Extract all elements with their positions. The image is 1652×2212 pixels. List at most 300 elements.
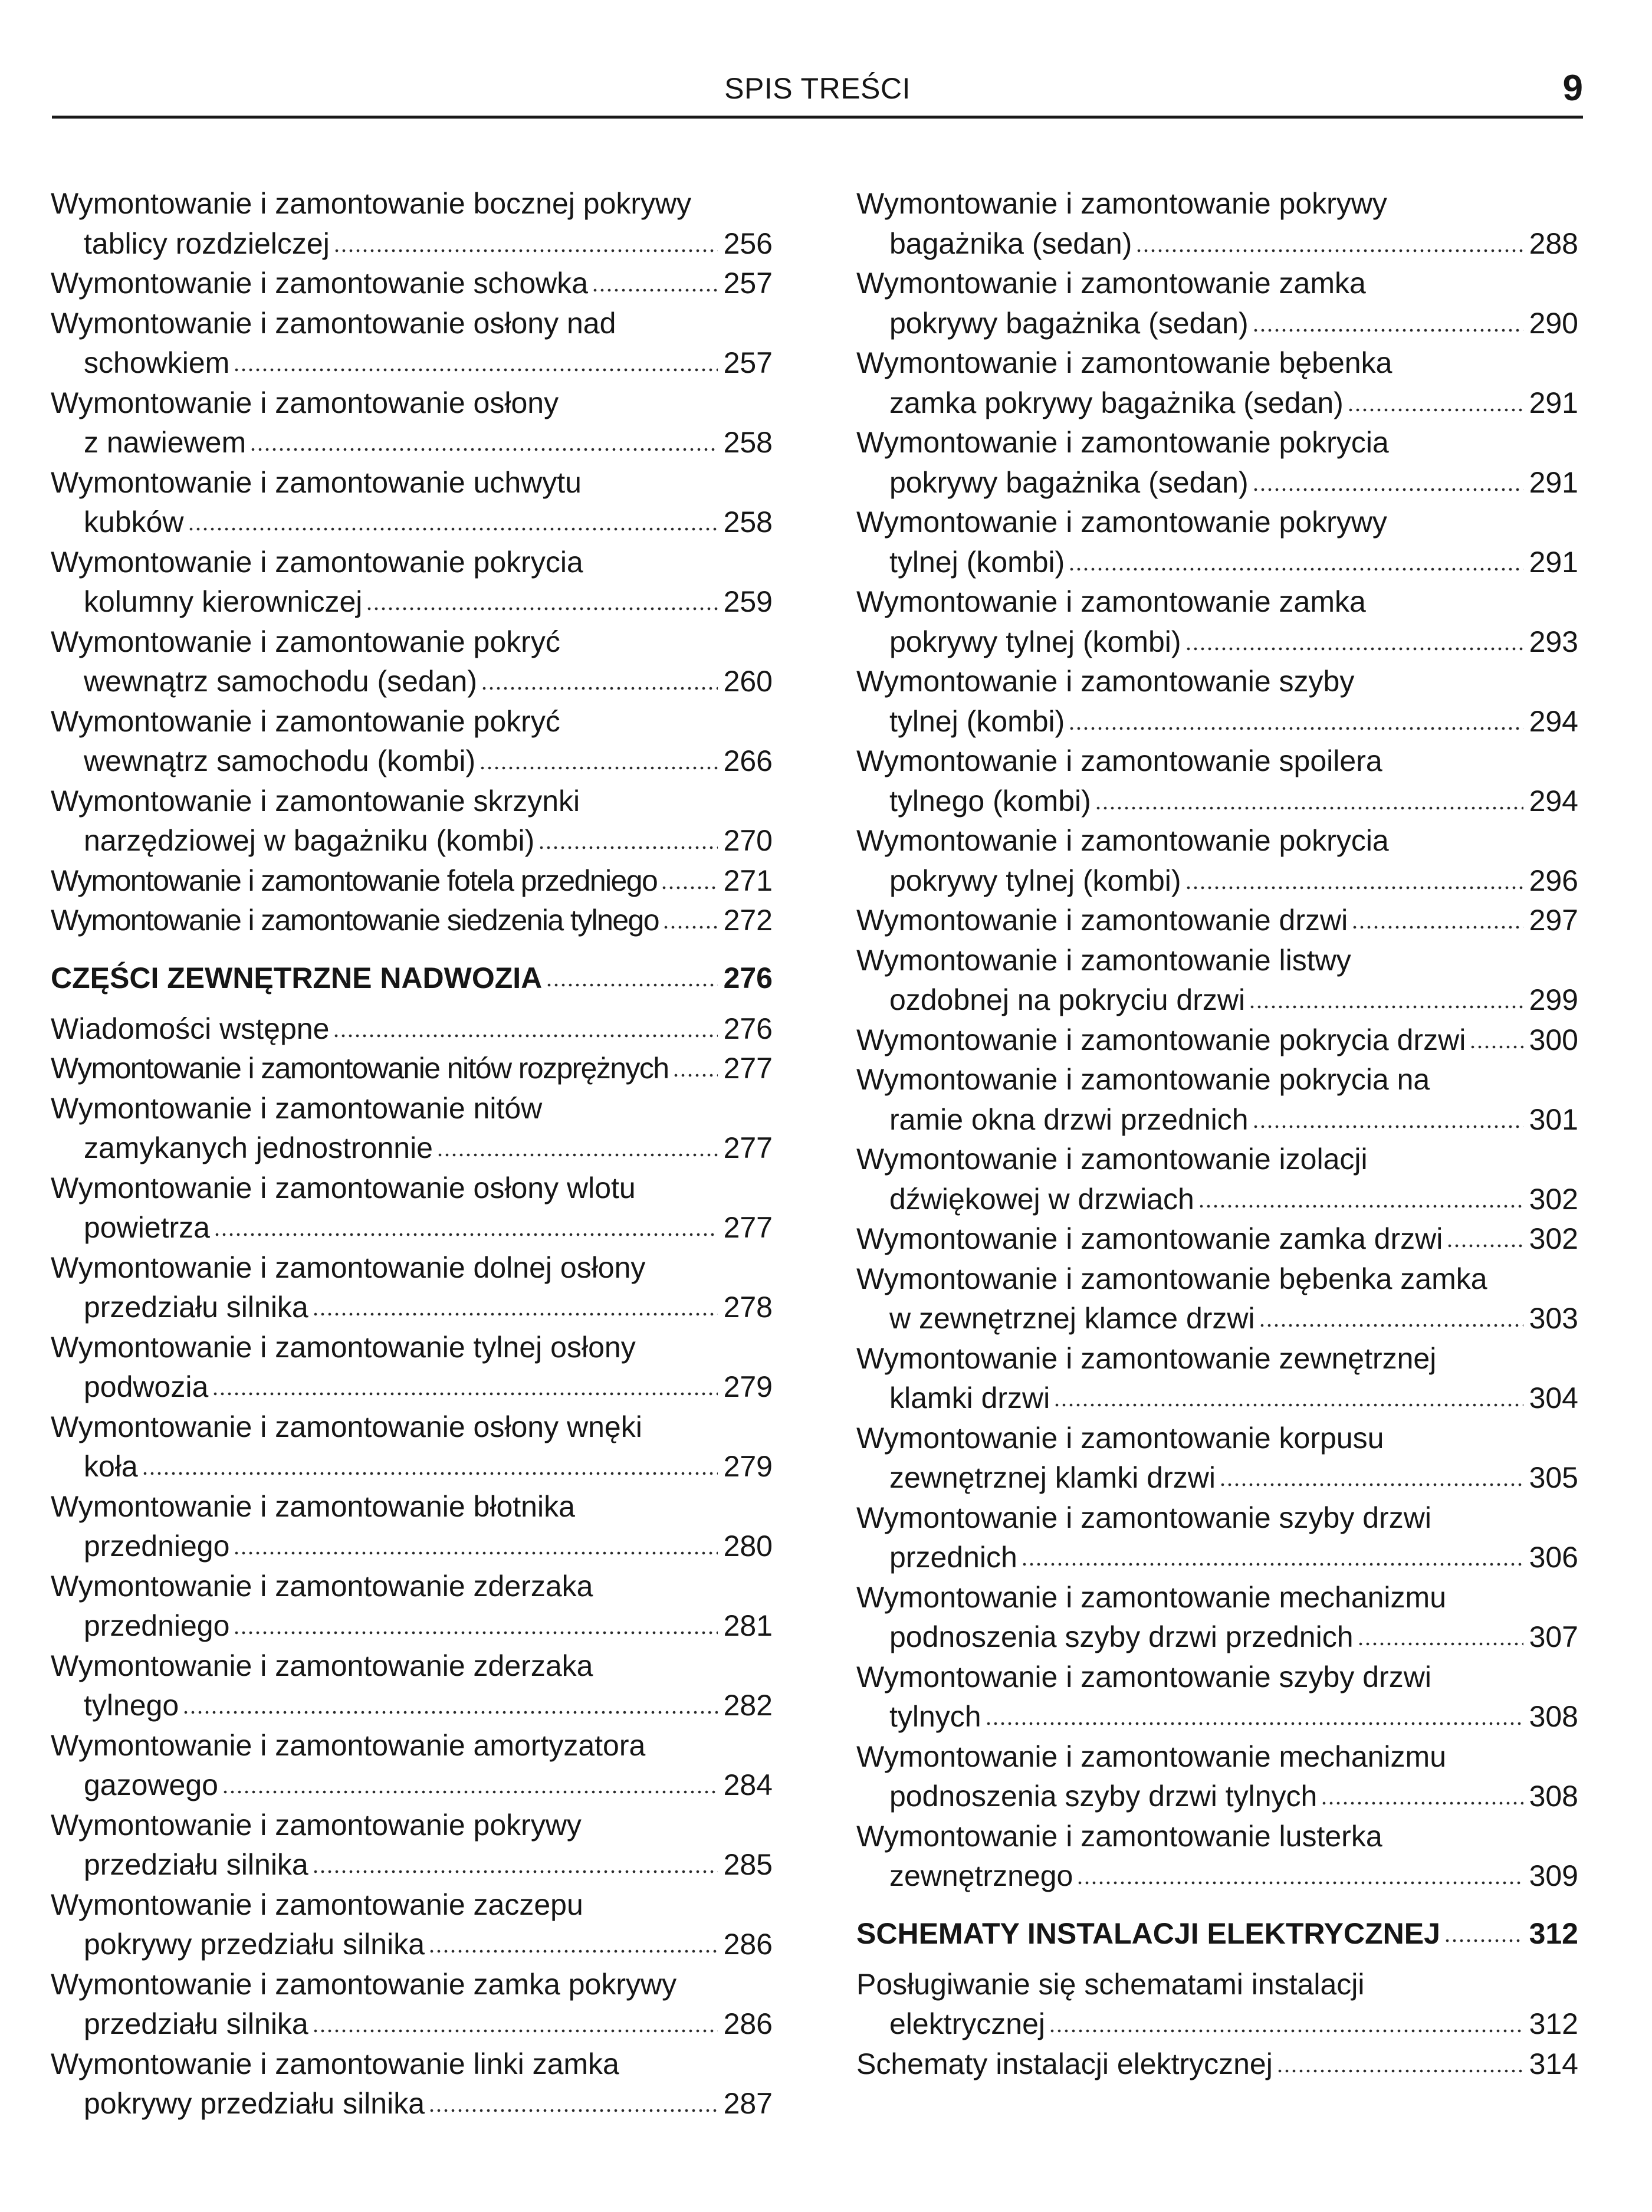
toc-entry xyxy=(51,861,773,901)
dot-leader xyxy=(1095,805,1523,811)
toc-entry xyxy=(856,901,1578,941)
toc-page-number: 286 xyxy=(723,1928,773,1961)
toc-entry-text: Wymontowanie i zamontowanie zderzaka xyxy=(51,1569,593,1603)
dot-leader xyxy=(1252,327,1523,333)
toc-entry-line xyxy=(856,980,1578,1020)
toc-entry-text: CZĘŚCI ZEWNĘTRZNE NADWOZIA xyxy=(51,961,543,995)
toc-entry-text: Wymontowanie i zamontowanie zewnętrznej xyxy=(856,1341,1437,1375)
toc-page-number: 294 xyxy=(1529,784,1578,818)
toc-entry xyxy=(51,1248,773,1328)
toc-entry-text: zewnętrznego xyxy=(889,1859,1073,1892)
toc-entry xyxy=(51,543,773,622)
toc-entry xyxy=(856,264,1578,343)
toc-entry xyxy=(856,1658,1578,1737)
toc-page-number: 286 xyxy=(723,2007,773,2040)
toc-entry-text: bagażnika (sedan) xyxy=(889,227,1132,260)
toc-page-number: 258 xyxy=(723,506,773,539)
dot-leader xyxy=(333,248,718,254)
dot-leader xyxy=(1135,248,1523,254)
toc-entry xyxy=(51,2044,773,2124)
toc-page-number: 260 xyxy=(723,665,773,698)
dot-leader xyxy=(1469,1044,1523,1050)
toc-entry-line xyxy=(51,304,773,344)
toc-entry-line xyxy=(856,1498,1578,1538)
toc-entry xyxy=(856,1817,1578,1896)
toc-entry-line xyxy=(51,1447,773,1487)
toc-page-number: 278 xyxy=(723,1291,773,1324)
dot-leader xyxy=(142,1471,718,1476)
toc-entry-text: Wymontowanie i zamontowanie zamka xyxy=(856,585,1366,618)
toc-entry-line xyxy=(51,503,773,543)
toc-left-column xyxy=(51,184,773,2124)
toc-entry-line xyxy=(51,1567,773,1607)
dot-leader xyxy=(436,1152,718,1158)
dot-leader xyxy=(481,685,718,691)
dot-leader xyxy=(1446,1243,1523,1249)
toc-entry-line xyxy=(51,1885,773,1925)
toc-entry-line xyxy=(856,1777,1578,1817)
toc-entry-text: wewnątrz samochodu (sedan) xyxy=(84,665,477,698)
toc-entry-text: w zewnętrznej klamce drzwi xyxy=(889,1302,1255,1335)
toc-entry-line xyxy=(856,343,1578,383)
toc-entry-text: SCHEMATY INSTALACJI ELEKTRYCZNEJ xyxy=(856,1916,1440,1950)
dot-leader xyxy=(188,526,718,532)
toc-entry xyxy=(51,1726,773,1806)
dot-leader xyxy=(1068,566,1523,572)
dot-leader xyxy=(1185,885,1523,891)
toc-page-number: 305 xyxy=(1529,1461,1578,1494)
toc-page-number: 309 xyxy=(1529,1859,1578,1892)
dot-leader xyxy=(1252,1124,1523,1130)
toc-entry-line xyxy=(856,1140,1578,1180)
toc-page-number: 266 xyxy=(723,744,773,777)
toc-entry-text: Wymontowanie i zamontowanie fotela przedniego xyxy=(51,864,658,897)
toc-entry-text: Wymontowanie i zamontowanie pokryć xyxy=(51,625,560,658)
toc-entry-line xyxy=(51,1128,773,1169)
toc-entry-text: dźwiękowej w drzwiach xyxy=(889,1182,1194,1216)
toc-entry-text: z nawiewem xyxy=(84,426,247,459)
toc-entry-line xyxy=(856,1965,1578,2005)
toc-page-number: 276 xyxy=(723,1012,773,1045)
toc-entry-text: Wymontowanie i zamontowanie skrzynki xyxy=(51,784,580,818)
toc-entry-text: Wymontowanie i zamontowanie pokrywy xyxy=(51,1808,582,1842)
toc-page-number: 299 xyxy=(1529,983,1578,1016)
toc-entry-text: Wymontowanie i zamontowanie nitów rozprężnych xyxy=(51,1052,669,1085)
toc-entry-text: Wymontowanie i zamontowanie drzwi xyxy=(856,904,1348,937)
toc-entry-line xyxy=(51,1367,773,1407)
toc-entry-text: przedziału silnika xyxy=(84,2007,308,2040)
dot-leader xyxy=(1259,1322,1523,1328)
toc-entry xyxy=(51,1049,773,1089)
toc-entry-line xyxy=(856,1538,1578,1578)
toc-entry-line xyxy=(856,1379,1578,1419)
toc-entry-text: ozdobnej na pokryciu drzwi xyxy=(889,983,1246,1016)
toc-entry xyxy=(856,1339,1578,1419)
toc-entry xyxy=(51,622,773,702)
toc-entry-text: Wymontowanie i zamontowanie szyby drzwi xyxy=(856,1501,1431,1534)
toc-entry-line xyxy=(51,1527,773,1567)
toc-entry-line xyxy=(51,901,773,941)
toc-entry-line xyxy=(51,1089,773,1129)
toc-entry-text: pokrywy przedziału silnika xyxy=(84,1928,425,1961)
toc-entry-text: zewnętrznej klamki drzwi xyxy=(889,1461,1216,1494)
toc-entry-text: Wymontowanie i zamontowanie osłony wnęki xyxy=(51,1410,642,1443)
toc-entry-text: tylnych xyxy=(889,1700,981,1733)
toc-entry-text: Wymontowanie i zamontowanie listwy xyxy=(856,943,1351,977)
dot-leader xyxy=(1021,1561,1523,1567)
toc-entry xyxy=(856,503,1578,582)
dot-leader xyxy=(661,885,717,891)
toc-entry-text: Wymontowanie i zamontowanie bębenka xyxy=(856,346,1392,379)
toc-entry-text: Wymontowanie i zamontowanie pokrycia xyxy=(856,426,1389,459)
dot-leader xyxy=(233,367,717,373)
toc-page-number: 306 xyxy=(1529,1541,1578,1574)
toc-entry-text: Wymontowanie i zamontowanie siedzenia tylnego xyxy=(51,904,659,937)
toc-page-number: 284 xyxy=(723,1768,773,1801)
toc-entry xyxy=(856,2044,1578,2085)
toc-entry-line xyxy=(51,1925,773,1965)
toc-entry-text: Wymontowanie i zamontowanie uchwytu xyxy=(51,465,582,499)
toc-entry xyxy=(856,1020,1578,1061)
toc-entry-line xyxy=(51,702,773,742)
toc-entry-text: tylnej (kombi) xyxy=(889,704,1065,738)
toc-entry xyxy=(856,821,1578,901)
toc-entry-line xyxy=(51,463,773,503)
dot-leader xyxy=(662,924,718,930)
toc-entry-line xyxy=(856,1458,1578,1498)
dot-leader xyxy=(312,1869,718,1875)
toc-entry-text: Wymontowanie i zamontowanie tylnej osłony xyxy=(51,1330,636,1364)
toc-entry-text: Wymontowanie i zamontowanie zaczepu xyxy=(51,1888,583,1921)
toc-entry-text: gazowego xyxy=(84,1768,218,1801)
toc-page-number: 291 xyxy=(1529,386,1578,419)
toc-page-number: 279 xyxy=(723,1370,773,1403)
header-page-number: 9 xyxy=(1562,68,1583,109)
toc-entry-text: przedniego xyxy=(84,1530,230,1563)
toc-entry-text: podwozia xyxy=(84,1370,209,1403)
toc-entry-line xyxy=(51,343,773,383)
toc-entry-text: Wymontowanie i zamontowanie pokrywy xyxy=(856,506,1387,539)
toc-entry-line xyxy=(51,861,773,901)
toc-entry xyxy=(856,662,1578,741)
toc-page-number: 271 xyxy=(723,864,773,897)
toc-entry-line xyxy=(856,1339,1578,1379)
toc-entry xyxy=(856,1498,1578,1578)
toc-entry-text: narzędziowej w bagażniku (kombi) xyxy=(84,824,535,857)
toc-entry-line xyxy=(856,941,1578,981)
toc-entry-text: Wymontowanie i zamontowanie schowka xyxy=(51,267,589,300)
toc-entry xyxy=(51,1965,773,2044)
toc-entry-line xyxy=(51,383,773,424)
toc-entry-line xyxy=(856,1180,1578,1220)
dot-leader xyxy=(1276,2068,1523,2074)
toc-page-number: 302 xyxy=(1529,1182,1578,1216)
toc-page-number: 280 xyxy=(723,1530,773,1563)
toc-entry-line xyxy=(856,264,1578,304)
toc-entry xyxy=(51,463,773,543)
toc-page-number: 257 xyxy=(723,346,773,379)
dot-leader xyxy=(1357,1641,1523,1647)
toc-page-number: 290 xyxy=(1529,306,1578,340)
toc-entry xyxy=(51,1885,773,1965)
toc-entry-text: Wymontowanie i zamontowanie zamka pokrywy xyxy=(51,1967,677,2001)
toc-entry-text: Wymontowanie i zamontowanie osłony wlotu xyxy=(51,1171,636,1205)
toc-entry-line xyxy=(856,1658,1578,1698)
header-rule xyxy=(52,116,1583,119)
toc-entry-text: tablicy rozdzielczej xyxy=(84,227,330,260)
dot-leader xyxy=(985,1721,1523,1727)
toc-entry-text: Wymontowanie i zamontowanie spoilera xyxy=(856,744,1382,777)
dot-leader xyxy=(428,2108,718,2113)
dot-leader xyxy=(1068,726,1523,731)
toc-entry-text: Wymontowanie i zamontowanie zamka drzwi xyxy=(856,1222,1443,1255)
toc-entry xyxy=(856,184,1578,264)
toc-entry xyxy=(856,582,1578,662)
toc-page-number: 314 xyxy=(1529,2047,1578,2080)
toc-entry-text: Wymontowanie i zamontowanie linki zamka xyxy=(51,2047,619,2080)
toc-page-number: 293 xyxy=(1529,625,1578,658)
toc-entry-text: Wymontowanie i zamontowanie zamka xyxy=(856,267,1366,300)
toc-entry-line xyxy=(51,1328,773,1368)
toc-entry-line xyxy=(856,1856,1578,1896)
toc-entry-text: tylnego (kombi) xyxy=(889,784,1091,818)
toc-entry-text: Wymontowanie i zamontowanie nitów xyxy=(51,1091,543,1125)
toc-page-number: 308 xyxy=(1529,1780,1578,1813)
toc-entry xyxy=(856,941,1578,1020)
toc-entry-text: Wymontowanie i zamontowanie mechanizmu xyxy=(856,1580,1446,1614)
toc-page-number: 272 xyxy=(723,904,773,937)
toc-page-number: 297 xyxy=(1529,904,1578,937)
toc-entry-text: pokrywy tylnej (kombi) xyxy=(889,864,1181,897)
toc-entry-line xyxy=(51,423,773,463)
toc-entry xyxy=(856,1259,1578,1339)
dot-leader xyxy=(249,447,717,452)
toc-entry-line xyxy=(51,2004,773,2044)
toc-entry-line xyxy=(51,1606,773,1646)
toc-entry-text: Wymontowanie i zamontowanie osłony xyxy=(51,386,559,419)
toc-entry xyxy=(51,1567,773,1646)
dot-leader xyxy=(233,1550,717,1556)
toc-entry-text: Wymontowanie i zamontowanie szyby xyxy=(856,665,1355,698)
toc-page-number: 312 xyxy=(1529,1916,1578,1950)
dot-leader xyxy=(1198,1203,1523,1209)
toc-entry-line xyxy=(51,1765,773,1806)
toc-entry-line xyxy=(51,1806,773,1846)
toc-entry-line xyxy=(51,1845,773,1885)
toc-entry-line xyxy=(51,1726,773,1766)
toc-entry-line xyxy=(856,1020,1578,1061)
toc-entry-line xyxy=(856,1100,1578,1140)
toc-entry xyxy=(51,184,773,264)
dot-leader xyxy=(182,1709,717,1715)
toc-entry-line xyxy=(856,1617,1578,1658)
toc-entry-text: przedniego xyxy=(84,1609,230,1642)
toc-entry-line xyxy=(51,821,773,861)
toc-page-number: 287 xyxy=(723,2087,773,2120)
toc-entry xyxy=(51,1089,773,1169)
page-header xyxy=(52,70,1583,120)
toc-entry-text: pokrywy tylnej (kombi) xyxy=(889,625,1181,658)
toc-entry-line xyxy=(51,2084,773,2124)
toc-entry-line xyxy=(856,1737,1578,1777)
toc-entry-line xyxy=(856,1259,1578,1299)
toc-entry-text: Wymontowanie i zamontowanie bębenka zamka xyxy=(856,1262,1487,1295)
toc-entry-line xyxy=(856,304,1578,344)
toc-entry xyxy=(856,1219,1578,1259)
toc-entry-line xyxy=(51,1208,773,1248)
dot-leader xyxy=(1076,1880,1523,1886)
dot-leader xyxy=(672,1072,718,1078)
toc-entry-line xyxy=(856,821,1578,861)
toc-entry-line xyxy=(856,901,1578,941)
toc-entry-text: Wymontowanie i zamontowanie mechanizmu xyxy=(856,1740,1446,1773)
toc-entry xyxy=(856,1140,1578,1219)
dot-leader xyxy=(366,606,717,612)
toc-page-number: 256 xyxy=(723,227,773,260)
dot-leader xyxy=(479,765,717,771)
toc-page-number: 279 xyxy=(723,1450,773,1483)
toc-entry-text: Posługiwanie się schematami instalacji xyxy=(856,1967,1365,2001)
toc-entry-line xyxy=(51,1686,773,1726)
toc-entry-line xyxy=(856,782,1578,822)
toc-entry-line xyxy=(51,1049,773,1089)
toc-entry-line xyxy=(51,543,773,583)
toc-entry-text: Wymontowanie i zamontowanie pokrycia na xyxy=(856,1063,1430,1096)
toc-entry xyxy=(51,1328,773,1407)
toc-entry-line xyxy=(51,782,773,822)
toc-entry-text: Wymontowanie i zamontowanie szyby drzwi xyxy=(856,1660,1431,1694)
toc-page-number: 276 xyxy=(723,961,773,995)
toc-entry-text: Wymontowanie i zamontowanie pokryć xyxy=(51,704,560,738)
toc-entry-line xyxy=(51,582,773,622)
toc-entry-line xyxy=(51,957,773,999)
toc-entry-text: schowkiem xyxy=(84,346,230,379)
toc-entry-text: Wymontowanie i zamontowanie lusterka xyxy=(856,1819,1382,1853)
toc-page-number: 296 xyxy=(1529,864,1578,897)
toc-entry-text: wewnątrz samochodu (kombi) xyxy=(84,744,476,777)
dot-leader xyxy=(1252,487,1523,493)
toc-page-number: 291 xyxy=(1529,545,1578,579)
toc-entry xyxy=(51,782,773,861)
toc-entry-line xyxy=(51,1965,773,2005)
toc-page-number: 307 xyxy=(1529,1620,1578,1653)
toc-page-number: 301 xyxy=(1529,1102,1578,1136)
toc-entry xyxy=(51,1169,773,1248)
toc-entry-line xyxy=(856,1299,1578,1339)
dot-leader xyxy=(428,1948,718,1954)
dot-leader xyxy=(1351,924,1523,930)
toc-page-number: 302 xyxy=(1529,1222,1578,1255)
toc-entry-text: pokrywy bagażnika (sedan) xyxy=(889,465,1249,499)
toc-entry xyxy=(856,1060,1578,1140)
toc-entry xyxy=(51,1487,773,1567)
toc-entry-line xyxy=(51,1407,773,1448)
dot-leader xyxy=(312,2028,718,2034)
dot-leader xyxy=(212,1391,717,1397)
dot-leader xyxy=(1249,1004,1523,1010)
toc-entry-line xyxy=(856,543,1578,583)
dot-leader xyxy=(538,845,717,851)
toc-entry-text: Wymontowanie i zamontowanie pokrycia xyxy=(856,824,1389,857)
toc-entry-line xyxy=(51,1248,773,1288)
toc-entry xyxy=(51,702,773,782)
toc-entry-text: przedziału silnika xyxy=(84,1291,308,1324)
toc-entry-text: Wymontowanie i zamontowanie bocznej pokrywy xyxy=(51,187,692,220)
dot-leader xyxy=(1444,1938,1523,1944)
toc-entry-line xyxy=(856,582,1578,622)
toc-entry xyxy=(856,423,1578,503)
toc-entry-text: Wymontowanie i zamontowanie pokrywy xyxy=(856,187,1387,220)
toc-entry-text: Wymontowanie i zamontowanie izolacji xyxy=(856,1143,1368,1176)
toc-entry-text: Wymontowanie i zamontowanie osłony nad xyxy=(51,306,616,340)
toc-entry-line xyxy=(856,2004,1578,2044)
toc-entry-text: przedziału silnika xyxy=(84,1848,308,1881)
toc-right-column xyxy=(856,184,1578,2084)
toc-page-number: 303 xyxy=(1529,1302,1578,1335)
toc-page-number: 257 xyxy=(723,267,773,300)
toc-entry-line xyxy=(51,2044,773,2085)
dot-leader xyxy=(312,1311,718,1317)
toc-page-number: 294 xyxy=(1529,704,1578,738)
toc-entry-line xyxy=(856,702,1578,742)
toc-section-heading xyxy=(856,1913,1578,1954)
toc-entry-line xyxy=(856,2044,1578,2085)
dot-leader xyxy=(233,1630,717,1636)
toc-entry-line xyxy=(51,264,773,304)
toc-entry xyxy=(856,1737,1578,1817)
dot-leader xyxy=(592,287,717,293)
toc-entry-line xyxy=(51,662,773,702)
toc-entry-text: Wymontowanie i zamontowanie amortyzatora xyxy=(51,1728,646,1762)
toc-entry-line xyxy=(51,1646,773,1686)
toc-page-number: 285 xyxy=(723,1848,773,1881)
toc-entry-text: kubków xyxy=(84,506,184,539)
toc-entry-line xyxy=(856,622,1578,662)
toc-page-number: 304 xyxy=(1529,1381,1578,1415)
toc-entry-line xyxy=(51,1288,773,1328)
toc-entry-text: pokrywy przedziału silnika xyxy=(84,2087,425,2120)
toc-entry-line xyxy=(856,1060,1578,1100)
toc-entry-line xyxy=(51,1169,773,1209)
dot-leader xyxy=(1049,2028,1523,2034)
toc-entry xyxy=(856,1578,1578,1658)
toc-entry-line xyxy=(856,662,1578,702)
toc-page-number: 281 xyxy=(723,1609,773,1642)
toc-entry-line xyxy=(856,861,1578,901)
dot-leader xyxy=(1321,1800,1523,1806)
toc-entry-text: tylnej (kombi) xyxy=(889,545,1065,579)
toc-entry-line xyxy=(51,741,773,782)
toc-entry-line xyxy=(856,1419,1578,1459)
dot-leader xyxy=(333,1033,717,1039)
toc-entry xyxy=(51,1646,773,1726)
dot-leader xyxy=(546,982,717,988)
toc-entry-text: Wiadomości wstępne xyxy=(51,1012,330,1045)
toc-section-heading xyxy=(51,957,773,999)
toc-page-number: 277 xyxy=(723,1211,773,1244)
toc-entry-text: podnoszenia szyby drzwi tylnych xyxy=(889,1780,1318,1813)
toc-page-number: 300 xyxy=(1529,1023,1578,1056)
toc-page-number: 259 xyxy=(723,585,773,618)
dot-leader xyxy=(1219,1482,1523,1488)
dot-leader xyxy=(222,1789,718,1795)
toc-entry xyxy=(51,383,773,463)
toc-entry-line xyxy=(856,1578,1578,1618)
dot-leader xyxy=(1053,1402,1523,1408)
toc-entry xyxy=(51,1407,773,1487)
toc-entry-text: Wymontowanie i zamontowanie pokrycia drzwi xyxy=(856,1023,1466,1056)
toc-page-number: 270 xyxy=(723,824,773,857)
